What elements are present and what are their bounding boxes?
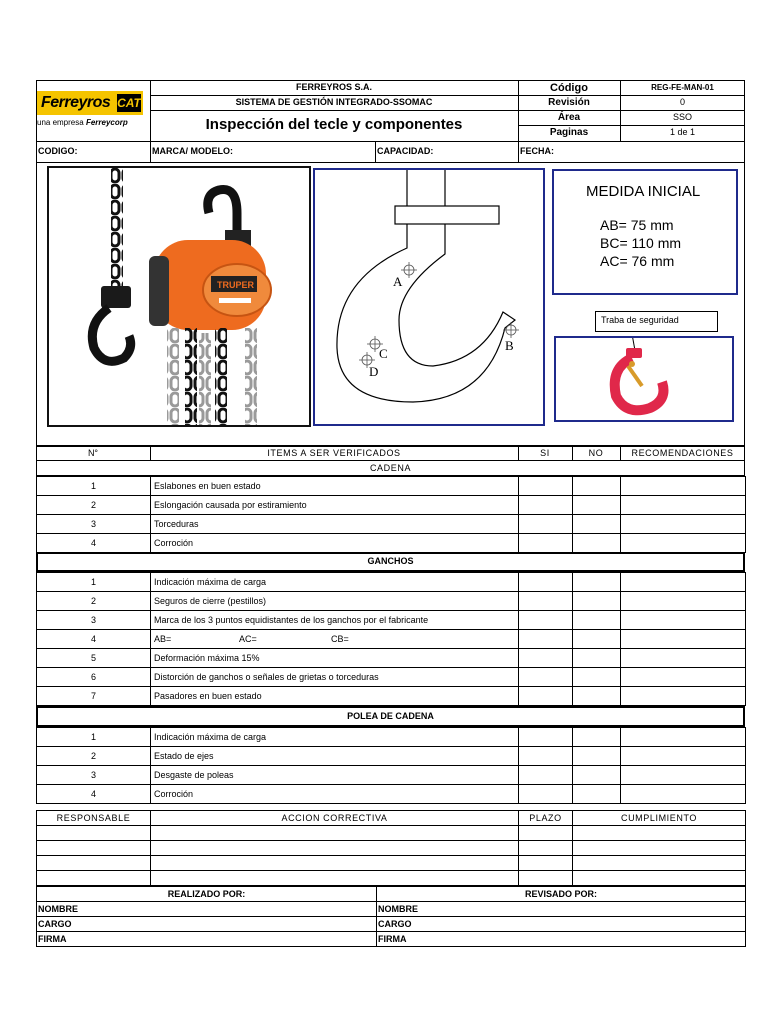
col-header-cumplimiento: CUMPLIMIENTO [573,811,746,826]
table-row [37,841,746,856]
item-number: 2 [37,747,151,766]
medida-bc: BC= 110 mm [600,235,682,251]
realizado-nombre[interactable]: NOMBRE [37,902,377,917]
measurement-cell[interactable] [151,630,519,649]
table-row [37,592,746,611]
polea-table [36,727,746,804]
medida-ac: AC= 76 mm [600,253,675,269]
recomendacion-cell[interactable] [621,592,746,611]
capacidad-field[interactable]: CAPACIDAD: [377,146,434,156]
ganchos-table [36,572,746,706]
meta-label-codigo: Código [550,82,588,94]
item-number: 4 [37,534,151,553]
safety-latch-image [556,338,732,420]
meta-value-paginas: 1 de 1 [669,127,696,137]
logo-text: Ferreyros [41,94,111,111]
point-label-c: C [379,346,388,361]
item-number: 2 [37,592,151,611]
hook-diagram [313,168,545,426]
table-row [37,668,746,687]
responsable-cell[interactable] [37,826,151,841]
realizado-cargo[interactable]: CARGO [37,917,377,932]
accion-cell[interactable] [151,841,519,856]
no-cell[interactable] [573,611,621,630]
item-text: Indicación máxima de carga [151,728,519,747]
meta-label-revision: Revisión [548,97,590,108]
item-text: Pasadores en buen estado [151,687,519,706]
si-cell[interactable] [519,747,573,766]
recomendacion-cell[interactable] [621,534,746,553]
table-row [37,747,746,766]
item-text: Indicación máxima de carga [151,573,519,592]
table-row [37,534,746,553]
si-cell[interactable] [519,573,573,592]
table-row [37,785,746,804]
fecha-field[interactable]: FECHA: [520,146,554,156]
item-text: Estado de ejes [151,747,519,766]
signature-row [37,932,746,947]
recomendacion-cell[interactable] [621,477,746,496]
cumplimiento-cell[interactable] [573,826,746,841]
chain-hoist-photo [47,166,311,427]
recomendacion-cell[interactable] [621,728,746,747]
hoist-brand-text: TRUPER [217,280,255,290]
item-text: Eslabones en buen estado [151,477,519,496]
table-row [37,515,746,534]
ac-label: AC= [239,634,257,644]
point-label-a: A [393,274,403,289]
revisado-por-header: REVISADO POR: [377,887,746,902]
recomendacion-cell[interactable] [621,496,746,515]
item-text: Corroción [151,534,519,553]
meta-label-area: Área [557,112,581,123]
cumplimiento-cell[interactable] [573,856,746,871]
item-number: 3 [37,611,151,630]
table-row [37,728,746,747]
no-cell[interactable] [573,668,621,687]
no-cell[interactable] [573,649,621,668]
si-cell[interactable] [519,611,573,630]
item-number: 1 [37,728,151,747]
plazo-cell[interactable] [519,826,573,841]
table-row [37,477,746,496]
item-number: 1 [37,573,151,592]
si-cell[interactable] [519,477,573,496]
table-row [37,649,746,668]
no-cell[interactable] [573,630,621,649]
item-number: 3 [37,515,151,534]
item-number: 4 [37,630,151,649]
si-cell[interactable] [519,687,573,706]
revisado-cargo[interactable]: CARGO [377,917,746,932]
marca-modelo-field[interactable]: MARCA/ MODELO: [152,146,233,156]
recomendacion-cell[interactable] [621,766,746,785]
hook-diagram-svg [315,170,543,424]
si-cell[interactable] [519,668,573,687]
no-cell[interactable] [573,728,621,747]
item-text: Distorción de ganchos o señales de grietas o torceduras [151,668,519,687]
table-row [37,611,746,630]
cadena-table [36,476,746,553]
item-text: Torceduras [151,515,519,534]
no-cell[interactable] [573,785,621,804]
si-cell[interactable] [519,592,573,611]
si-cell[interactable] [519,630,573,649]
item-text: Desgaste de poleas [151,766,519,785]
traba-label-box [595,311,718,332]
recomendacion-cell[interactable] [621,687,746,706]
logo-cat: CAT [117,96,141,110]
signatures-header-row [37,887,746,902]
accion-cell[interactable] [151,826,519,841]
si-cell[interactable] [519,728,573,747]
recomendacion-cell[interactable] [621,747,746,766]
recomendacion-cell[interactable] [621,785,746,804]
item-number: 1 [37,477,151,496]
si-cell[interactable] [519,785,573,804]
revisado-firma[interactable]: FIRMA [377,932,746,947]
section-title-cadena: CADENA [369,463,412,473]
cb-label: CB= [331,634,349,644]
no-cell[interactable] [573,766,621,785]
section-title-polea: POLEA DE CADENA [347,711,434,721]
si-cell[interactable] [519,766,573,785]
plazo-cell[interactable] [519,856,573,871]
no-cell[interactable] [573,592,621,611]
cumplimiento-cell[interactable] [573,841,746,856]
medida-inicial-box [552,169,738,295]
no-cell[interactable] [573,534,621,553]
responsable-cell[interactable] [37,856,151,871]
meta-value-area: SSO [672,112,692,122]
point-label-d: D [369,364,379,379]
actions-table [36,810,746,886]
item-text: Deformación máxima 15% [151,649,519,668]
meta-value-revision: 0 [679,97,685,107]
meta-value-codigo: REG-FE-MAN-01 [651,83,714,92]
table-row [37,826,746,841]
col-header-plazo: PLAZO [519,811,573,826]
no-cell[interactable] [573,687,621,706]
recomendacion-cell[interactable] [621,630,746,649]
company-name: FERREYROS S.A. [295,82,372,92]
col-header-accion-correctiva: ACCION CORRECTIVA [151,811,519,826]
realizado-por-header: REALIZADO POR: [37,887,377,902]
no-cell[interactable] [573,747,621,766]
table-row [37,573,746,592]
si-cell[interactable] [519,649,573,668]
actions-header-row [37,811,746,826]
medida-title: MEDIDA INICIAL [586,183,701,200]
accion-cell[interactable] [151,856,519,871]
table-row [37,630,746,649]
no-cell[interactable] [573,477,621,496]
page-title: Inspección del tecle y componentes [205,116,463,133]
table-row [37,871,746,886]
item-number: 7 [37,687,151,706]
item-number: 2 [37,496,151,515]
plazo-cell[interactable] [519,871,573,886]
recomendacion-cell[interactable] [621,573,746,592]
traba-label: Traba de seguridad [601,315,679,325]
table-row [37,687,746,706]
signature-row [37,902,746,917]
section-title-ganchos: GANCHOS [367,556,414,566]
recomendacion-cell[interactable] [621,611,746,630]
col-header-items: ITEMS A SER VERIFICADOS [267,448,401,458]
item-number: 5 [37,649,151,668]
item-number: 4 [37,785,151,804]
col-header-no: NO [588,448,604,458]
signatures-table [36,886,746,947]
management-system: SISTEMA DE GESTIÓN INTEGRADO-SSOMAC [235,97,433,107]
chain-hoist-image [49,168,309,425]
recomendacion-cell[interactable] [621,668,746,687]
safety-latch-photo [554,336,734,422]
col-header-n: N° [87,448,99,458]
si-cell[interactable] [519,515,573,534]
item-text: Marca de los 3 puntos equidistantes de los ganchos por el fabricante [151,611,519,630]
no-cell[interactable] [573,573,621,592]
col-header-responsable: RESPONSABLE [37,811,151,826]
item-number: 6 [37,668,151,687]
item-text: Corroción [151,785,519,804]
item-number: 3 [37,766,151,785]
accion-cell[interactable] [151,871,519,886]
col-header-recomendaciones: RECOMENDACIONES [631,448,734,458]
cumplimiento-cell[interactable] [573,871,746,886]
codigo-field[interactable]: CODIGO: [38,146,78,156]
table-row [37,766,746,785]
col-header-si: SI [540,448,550,458]
si-cell[interactable] [519,534,573,553]
revisado-nombre[interactable]: NOMBRE [377,902,746,917]
si-cell[interactable] [519,496,573,515]
ab-label: AB= [154,634,172,644]
medida-ab: AB= 75 mm [600,217,674,233]
item-text: Eslongación causada por estiramiento [151,496,519,515]
responsable-cell[interactable] [37,841,151,856]
table-row [37,496,746,515]
recomendacion-cell[interactable] [621,649,746,668]
item-text: Seguros de cierre (pestillos) [151,592,519,611]
company-logo [37,89,143,129]
table-row [37,856,746,871]
point-label-b: B [505,338,514,353]
recomendacion-cell[interactable] [621,515,746,534]
realizado-firma[interactable]: FIRMA [37,932,377,947]
no-cell[interactable] [573,496,621,515]
meta-label-paginas: Paginas [549,127,589,138]
logo-tagline: una empresa Ferreycorp [37,118,128,127]
signature-row [37,917,746,932]
plazo-cell[interactable] [519,841,573,856]
responsable-cell[interactable] [37,871,151,886]
no-cell[interactable] [573,515,621,534]
